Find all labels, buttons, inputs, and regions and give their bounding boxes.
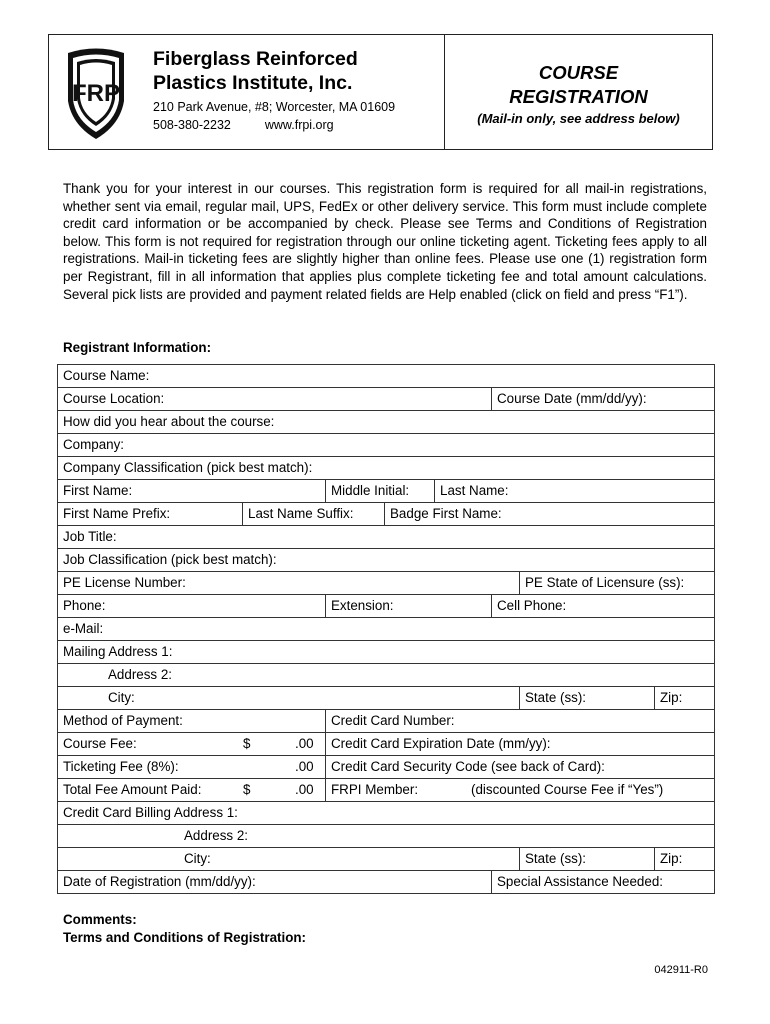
table-row bbox=[58, 733, 715, 756]
date-of-registration-field[interactable]: Date of Registration (mm/dd/yy): bbox=[58, 871, 492, 894]
terms-label: Terms and Conditions of Registration: bbox=[63, 930, 307, 945]
job-classification-select[interactable]: Job Classification (pick best match): bbox=[58, 549, 715, 572]
billing-address2-field[interactable]: Address 2: bbox=[58, 825, 715, 848]
frpi-shield-logo bbox=[65, 43, 127, 141]
table-row bbox=[58, 687, 715, 710]
form-title-block bbox=[445, 35, 712, 149]
table-row bbox=[58, 871, 715, 894]
course-name-field[interactable]: Course Name: bbox=[58, 365, 715, 388]
extension-field[interactable]: Extension: bbox=[326, 595, 492, 618]
organization-block bbox=[49, 35, 445, 149]
organization-website: www.frpi.org bbox=[264, 118, 334, 132]
table-row bbox=[58, 388, 715, 411]
email-field[interactable]: e-Mail: bbox=[58, 618, 715, 641]
table-row bbox=[58, 457, 715, 480]
billing-zip-field[interactable]: Zip: bbox=[655, 848, 715, 871]
mailing-address1-field[interactable]: Mailing Address 1: bbox=[58, 641, 715, 664]
form-subtitle: (Mail-in only, see address below) bbox=[477, 111, 680, 126]
frpi-member-label: FRPI Member: bbox=[331, 782, 419, 797]
pe-license-field[interactable]: PE License Number: bbox=[58, 572, 520, 595]
company-field[interactable]: Company: bbox=[58, 434, 715, 457]
organization-name-line1: Fiberglass Reinforced bbox=[153, 48, 358, 70]
job-title-field[interactable]: Job Title: bbox=[58, 526, 715, 549]
ticketing-fee-field[interactable] bbox=[58, 756, 326, 779]
mailing-zip-field[interactable]: Zip: bbox=[655, 687, 715, 710]
intro-paragraph: Thank you for your interest in our courses. This registration form is required for all mail-in registrations, whether sent via email, regular mail, UPS, FedEx or other delivery service. This form must include complete credit card information or be accompanied by check. Please see Terms and Conditions of Registration below. This form is not required for registration through our online ticketing agent. Ticketing fees apply to all registrations. Mail-in ticketing fees are slightly higher than online fees. Please use one (1) registration form per Registrant, fill in all information that applies plus complete ticketing fee and total amount calculations. Several pick lists are provided and payment related fields are Help enabled (click on field and press “F1”). bbox=[63, 181, 707, 302]
billing-state-select[interactable]: State (ss): bbox=[520, 848, 655, 871]
ticketing-fee-cents: .00 bbox=[295, 759, 314, 774]
form-header bbox=[48, 34, 713, 150]
course-fee-label: Course Fee: bbox=[63, 736, 137, 751]
table-row bbox=[58, 549, 715, 572]
table-row bbox=[58, 618, 715, 641]
mailing-state-select[interactable]: State (ss): bbox=[520, 687, 655, 710]
cc-number-field[interactable]: Credit Card Number: bbox=[326, 710, 715, 733]
table-row bbox=[58, 641, 715, 664]
table-row bbox=[58, 595, 715, 618]
table-row bbox=[58, 825, 715, 848]
table-row bbox=[58, 572, 715, 595]
form-title-line2: REGISTRATION bbox=[509, 86, 648, 107]
document-number: 042911-R0 bbox=[654, 964, 708, 976]
table-row bbox=[58, 365, 715, 388]
table-row bbox=[58, 756, 715, 779]
last-name-suffix-select[interactable]: Last Name Suffix: bbox=[243, 503, 385, 526]
pe-state-select[interactable]: PE State of Licensure (ss): bbox=[520, 572, 715, 595]
ticketing-fee-label: Ticketing Fee (8%): bbox=[63, 759, 179, 774]
mailing-address2-field[interactable]: Address 2: bbox=[58, 664, 715, 687]
course-date-field[interactable]: Course Date (mm/dd/yy): bbox=[492, 388, 715, 411]
frpi-member-note: (discounted Course Fee if “Yes”) bbox=[471, 782, 664, 797]
organization-name bbox=[153, 47, 358, 95]
registration-table bbox=[57, 364, 715, 894]
total-fee-field[interactable] bbox=[58, 779, 326, 802]
cc-security-code-field[interactable]: Credit Card Security Code (see back of Card): bbox=[326, 756, 715, 779]
course-fee-cents: .00 bbox=[295, 736, 314, 751]
mailing-city-field[interactable]: City: bbox=[58, 687, 520, 710]
how-heard-field[interactable]: How did you hear about the course: bbox=[58, 411, 715, 434]
course-fee-field[interactable] bbox=[58, 733, 326, 756]
total-fee-currency: $ bbox=[243, 782, 251, 797]
first-name-prefix-select[interactable]: First Name Prefix: bbox=[58, 503, 243, 526]
organization-name-line2: Plastics Institute, Inc. bbox=[153, 72, 353, 94]
form-title-line1: COURSE bbox=[538, 62, 619, 83]
table-row bbox=[58, 664, 715, 687]
badge-first-name-field[interactable]: Badge First Name: bbox=[385, 503, 715, 526]
course-fee-currency: $ bbox=[243, 736, 251, 751]
table-row bbox=[58, 848, 715, 871]
table-row bbox=[58, 526, 715, 549]
table-row bbox=[58, 411, 715, 434]
total-fee-label: Total Fee Amount Paid: bbox=[63, 782, 202, 797]
billing-address1-field[interactable]: Credit Card Billing Address 1: bbox=[58, 802, 715, 825]
table-row bbox=[58, 434, 715, 457]
payment-method-select[interactable]: Method of Payment: bbox=[58, 710, 326, 733]
last-name-field[interactable]: Last Name: bbox=[435, 480, 715, 503]
frpi-member-select[interactable] bbox=[326, 779, 715, 802]
special-assistance-field[interactable]: Special Assistance Needed: bbox=[492, 871, 715, 894]
table-row bbox=[58, 710, 715, 733]
organization-phone: 508-380-2232 bbox=[153, 118, 231, 132]
table-row bbox=[58, 503, 715, 526]
organization-contact bbox=[153, 117, 334, 134]
phone-field[interactable]: Phone: bbox=[58, 595, 326, 618]
company-classification-select[interactable]: Company Classification (pick best match): bbox=[58, 457, 715, 480]
comments-label: Comments: bbox=[63, 912, 137, 927]
first-name-field[interactable]: First Name: bbox=[58, 480, 326, 503]
billing-city-field[interactable]: City: bbox=[58, 848, 520, 871]
middle-initial-field[interactable]: Middle Initial: bbox=[326, 480, 435, 503]
table-row bbox=[58, 802, 715, 825]
organization-address: 210 Park Avenue, #8; Worcester, MA 01609 bbox=[153, 100, 396, 114]
course-location-field[interactable]: Course Location: bbox=[58, 388, 492, 411]
cell-phone-field[interactable]: Cell Phone: bbox=[492, 595, 715, 618]
form-title bbox=[445, 61, 712, 109]
total-fee-cents: .00 bbox=[295, 782, 314, 797]
logo-text: FRP bbox=[72, 80, 120, 107]
table-row bbox=[58, 779, 715, 802]
cc-expiration-field[interactable]: Credit Card Expiration Date (mm/yy): bbox=[326, 733, 715, 756]
section-title: Registrant Information: bbox=[63, 340, 212, 355]
table-row bbox=[58, 480, 715, 503]
